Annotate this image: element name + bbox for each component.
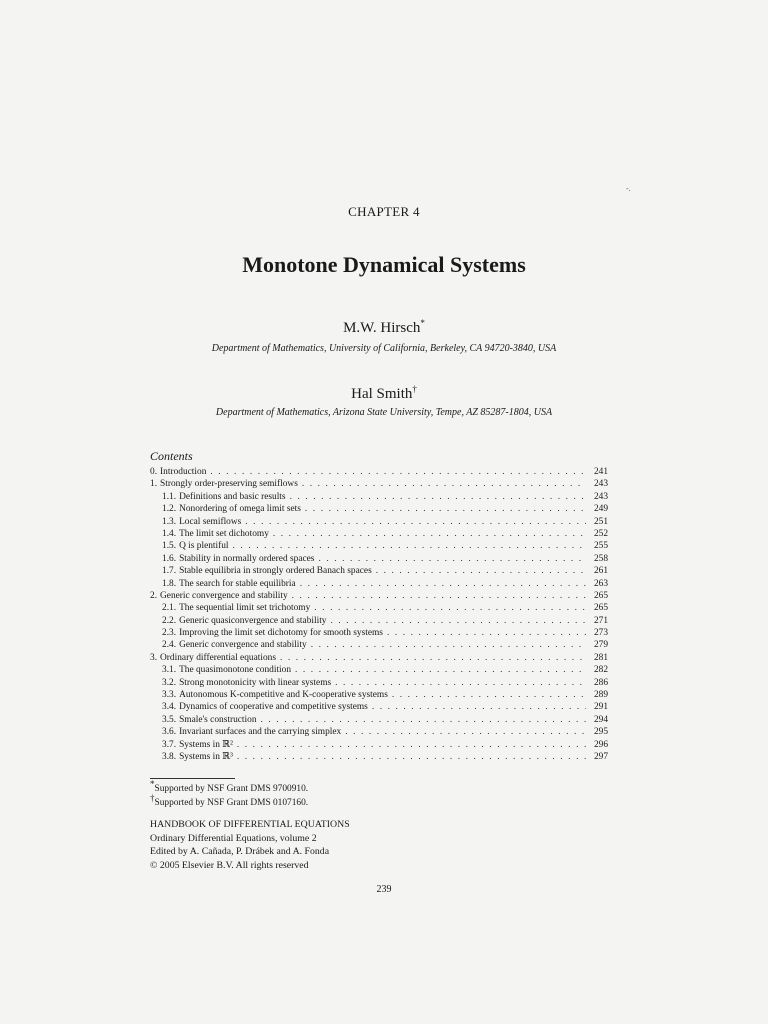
- toc-leader-dots: [318, 553, 586, 565]
- footnote-1: [150, 779, 309, 795]
- toc-entry: [150, 491, 608, 503]
- toc-entry: [150, 578, 608, 590]
- toc-entry-label: Stability in normally ordered spaces: [179, 553, 315, 564]
- toc-entry-label: Nonordering of omega limit sets: [179, 504, 301, 515]
- toc-leader-dots: [261, 714, 586, 726]
- toc-entry: [150, 689, 608, 701]
- toc-entry-label: Systems in ℝ³: [179, 751, 233, 762]
- page-number: 239: [376, 884, 392, 895]
- toc-entry-number: 2.2.: [162, 615, 177, 626]
- toc-entry-page: 291: [593, 702, 608, 713]
- toc-entry-label: Strong monotonicity with linear systems: [179, 677, 332, 688]
- toc-leader-dots: [237, 739, 586, 751]
- toc-entry-page: 281: [593, 652, 608, 663]
- toc-entry: [150, 553, 608, 565]
- toc-leader-dots: [210, 466, 586, 478]
- toc-entry: [150, 664, 608, 676]
- toc-entry-number: 3.7.: [162, 739, 177, 750]
- toc-entry: [150, 714, 608, 726]
- toc-entry-label: Stable equilibria in strongly ordered Banach spaces: [179, 566, 372, 577]
- chapter-title: Monotone Dynamical Systems: [242, 252, 526, 277]
- toc-leader-dots: [237, 751, 586, 763]
- author-2-name: Hal Smith: [351, 386, 413, 402]
- toc-entry-label: The search for stable equilibria: [179, 578, 296, 589]
- toc-entry-number: 3.2.: [162, 677, 177, 688]
- toc-entry-label: Systems in ℝ²: [179, 739, 233, 750]
- toc-entry-number: 1.: [150, 479, 158, 490]
- toc-entry-number: 1.1.: [162, 491, 177, 502]
- toc-entry-number: 3.3.: [162, 690, 177, 701]
- toc-entry-label: Introduction: [160, 467, 207, 477]
- toc-leader-dots: [372, 701, 586, 713]
- author-2-affiliation: Department of Mathematics, Arizona State University, Tempe, AZ 85287-1804, USA: [215, 407, 553, 418]
- footnote-2: [150, 793, 309, 809]
- author-1: [0, 320, 768, 337]
- toc-leader-dots: [345, 726, 586, 738]
- toc-leader-dots: [305, 503, 586, 515]
- toc-leader-dots: [387, 627, 586, 639]
- toc-entry-label: Definitions and basic results: [179, 491, 286, 502]
- toc-leader-dots: [273, 528, 586, 540]
- toc-entry: [150, 677, 608, 689]
- toc-entry-number: 1.5.: [162, 541, 177, 552]
- toc-leader-dots: [295, 664, 586, 676]
- toc-entry: [150, 590, 608, 602]
- toc-entry-label: Q is plentiful: [179, 541, 229, 552]
- toc-entry: [150, 528, 608, 540]
- toc-entry-label: Strongly order-preserving semiflows: [160, 479, 298, 490]
- toc-entry: [150, 701, 608, 713]
- toc-entry-page: 261: [593, 566, 608, 577]
- toc-entry-page: 263: [593, 578, 608, 589]
- toc-entry-number: 3.: [150, 652, 158, 663]
- author-2-mark: †: [412, 384, 417, 394]
- toc-leader-dots: [314, 602, 586, 614]
- handbook-block: [150, 818, 350, 872]
- toc-entry-page: 249: [593, 504, 608, 515]
- toc-entry-page: 286: [593, 677, 608, 688]
- chapter-label: CHAPTER 4: [348, 204, 420, 219]
- toc-leader-dots: [376, 565, 586, 577]
- toc-entry-number: 2.1.: [162, 603, 177, 614]
- toc-entry-label: Generic quasiconvergence and stability: [179, 615, 327, 626]
- toc-leader-dots: [290, 491, 586, 503]
- toc-entry-number: 2.3.: [162, 628, 177, 639]
- toc-entry-label: Local semiflows: [179, 516, 242, 527]
- toc-entry-page: 282: [593, 665, 608, 676]
- toc-leader-dots: [335, 677, 586, 689]
- toc-entry-page: 251: [593, 516, 608, 527]
- toc-entry-number: 2.4.: [162, 640, 177, 651]
- author-1-affiliation: Department of Mathematics, University of California, Berkeley, CA 94720-3840, USA: [211, 343, 557, 354]
- toc-entry: [150, 478, 608, 490]
- toc-leader-dots: [280, 652, 586, 664]
- toc-entry-page: 294: [593, 714, 608, 725]
- toc-leader-dots: [300, 578, 586, 590]
- toc-entry-label: Ordinary differential equations: [160, 652, 276, 663]
- toc-leader-dots: [245, 516, 586, 528]
- toc-entry-label: Improving the limit set dichotomy for smooth systems: [179, 628, 383, 639]
- toc-entry: [150, 565, 608, 577]
- toc-entry-label: Smale's construction: [179, 714, 257, 725]
- toc-entry-number: 3.4.: [162, 702, 177, 713]
- toc-entry-page: 255: [593, 541, 608, 552]
- toc-entry: [150, 726, 608, 738]
- toc-entry-number: 1.2.: [162, 504, 177, 515]
- toc-entry-page: 296: [593, 739, 608, 750]
- footnote-rule: [150, 778, 235, 779]
- toc-leader-dots: [311, 639, 586, 651]
- footnote-1-text: Supported by NSF Grant DMS 9700910.: [154, 784, 309, 795]
- toc-entry-page: 297: [593, 751, 608, 762]
- footnote-2-text: Supported by NSF Grant DMS 0107160.: [154, 798, 309, 809]
- toc-entry-page: 289: [593, 690, 608, 701]
- handbook-title: HANDBOOK OF DIFFERENTIAL EQUATIONS: [150, 819, 350, 830]
- toc-entry: [150, 615, 608, 627]
- toc-entry-label: The sequential limit set trichotomy: [179, 603, 311, 614]
- contents-heading: Contents: [150, 449, 193, 463]
- toc-entry: [150, 540, 608, 552]
- toc-entry-page: 295: [593, 727, 608, 738]
- toc-entry-page: 258: [593, 553, 608, 564]
- author-1-mark: *: [420, 318, 425, 328]
- toc-entry: [150, 602, 608, 614]
- table-of-contents: [150, 466, 608, 763]
- toc-entry-page: 243: [593, 491, 608, 502]
- toc-leader-dots: [233, 540, 586, 552]
- author-1-name: M.W. Hirsch: [343, 320, 421, 336]
- toc-entry-label: Dynamics of cooperative and competitive systems: [179, 702, 368, 713]
- handbook-copyright: © 2005 Elsevier B.V. All rights reserved: [150, 859, 309, 871]
- toc-entry-number: 2.: [150, 590, 158, 601]
- toc-entry-number: 3.1.: [162, 665, 177, 676]
- toc-entry-label: The quasimonotone condition: [179, 665, 292, 676]
- toc-leader-dots: [331, 615, 587, 627]
- toc-entry-number: 1.3.: [162, 516, 177, 527]
- toc-entry-label: Generic convergence and stability: [179, 640, 307, 651]
- toc-entry-label: The limit set dichotomy: [179, 528, 269, 539]
- toc-entry-number: 1.8.: [162, 578, 177, 589]
- handbook-editors: Edited by A. Cañada, P. Drábek and A. Fonda: [150, 846, 330, 858]
- toc-entry-page: 265: [593, 590, 608, 601]
- toc-entry: [150, 627, 608, 639]
- toc-entry-page: 265: [593, 603, 608, 614]
- toc-entry: [150, 503, 608, 515]
- author-2: [0, 386, 768, 403]
- toc-entry-number: 3.8.: [162, 751, 177, 762]
- toc-entry: [150, 516, 608, 528]
- toc-entry-number: 0.: [150, 467, 158, 477]
- toc-leader-dots: [392, 689, 586, 701]
- toc-entry-page: 252: [593, 528, 608, 539]
- toc-entry-number: 3.6.: [162, 727, 177, 738]
- toc-entry: [150, 652, 608, 664]
- toc-entry-page: 243: [593, 479, 608, 490]
- toc-entry-page: 273: [593, 628, 608, 639]
- footnote-2-mark: †: [150, 793, 155, 803]
- footnote-1-mark: *: [150, 779, 155, 789]
- toc-entry-label: Autonomous K-competitive and K-cooperative systems: [179, 690, 388, 701]
- toc-entry: [150, 739, 608, 751]
- toc-leader-dots: [302, 478, 586, 490]
- toc-entry-page: 279: [593, 640, 608, 651]
- toc-entry-page: 271: [593, 615, 608, 626]
- handbook-subtitle: Ordinary Differential Equations, volume 2: [150, 832, 317, 844]
- toc-entry-label: Invariant surfaces and the carrying simplex: [179, 727, 342, 738]
- scan-speck: -.: [626, 184, 631, 193]
- toc-entry-number: 1.7.: [162, 566, 177, 577]
- toc-entry: [150, 466, 608, 478]
- toc-entry-label: Generic convergence and stability: [160, 590, 288, 601]
- toc-entry-number: 3.5.: [162, 714, 177, 725]
- toc-leader-dots: [292, 590, 586, 602]
- toc-entry-number: 1.6.: [162, 553, 177, 564]
- toc-entry: [150, 751, 608, 763]
- toc-entry-number: 1.4.: [162, 528, 177, 539]
- toc-entry-page: 241: [593, 467, 608, 477]
- toc-entry: [150, 639, 608, 651]
